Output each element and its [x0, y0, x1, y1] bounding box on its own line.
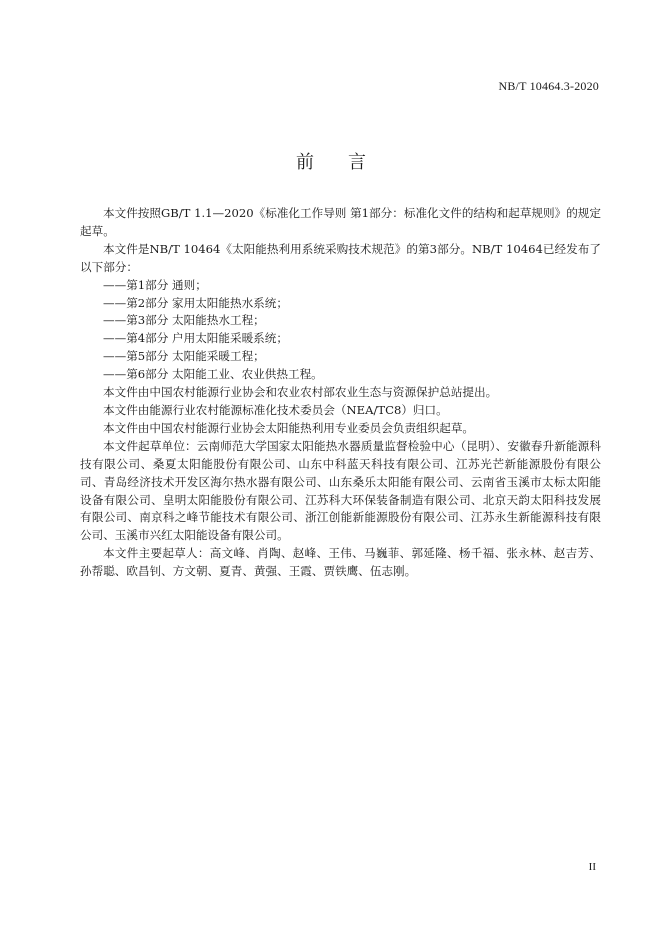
paragraph-drafting-units: 本文件起草单位：云南师范大学国家太阳能热水器质量监督检验中心（昆明）、安徽春升新能源科技有限公司、桑夏太阳能股份有限公司、山东中科蓝天科技有限公司、江苏光芒新能源股份有限公司、青岛经济技术开发区海尔热水器有限公司、山东桑乐太阳能有限公司、云南省玉溪市太标太阳能设备有限公司、皇明太阳能股份有限公司、江苏科大环保装备制造有限公司、北京天韵太阳科技发展有限公司、南京科之峰节能技术有限公司、浙江创能新能源股份有限公司、江苏永生新能源科技有限公司、玉溪市兴红太阳能设备有限公司。	[80, 438, 601, 543]
list-item-part-6: ——第6部分 太阳能工业、农业供热工程。	[103, 367, 323, 382]
foreword-body	[80, 205, 601, 581]
paragraph-proposed-by: 本文件由中国农村能源行业协会和农业农村部农业生态与资源保护总站提出。	[103, 385, 498, 400]
list-item-part-2: ——第2部分 家用太阳能热水系统；	[103, 295, 288, 310]
list-item-part-5: ——第5部分 太阳能采暖工程；	[103, 349, 265, 364]
list-item-part-1: ——第1部分 通则；	[103, 277, 207, 292]
standard-number: NB/T 10464.3-2020	[498, 79, 599, 93]
paragraph-series-parts: 本文件是NB/T 10464《太阳能热利用系统采购技术规范》的第3部分。NB/T 10464已经发布了以下部分：	[80, 241, 601, 274]
page-title: 前言	[296, 152, 400, 173]
paragraph-drafters: 本文件主要起草人：高文峰、肖陶、赵峰、王伟、马巍菲、郭延隆、杨千福、张永林、赵吉芳、孙帮聪、欧昌钊、方文朝、夏青、黄强、王霞、贾铁鹰、伍志刚。	[80, 546, 601, 579]
list-item-part-4: ——第4部分 户用太阳能采暖系统；	[103, 331, 288, 346]
paragraph-drafting-rules: 本文件按照GB/T 1.1—2020《标准化工作导则 第1部分：标准化文件的结构和起草规则》的规定起草。	[80, 206, 601, 238]
paragraph-organized-by: 本文件由中国农村能源行业协会太阳能热利用专业委员会负责组织起草。	[103, 420, 475, 435]
page-number: II	[588, 861, 596, 873]
paragraph-managed-by: 本文件由能源行业农村能源标准化技术委员会（NEA/TC8）归口。	[103, 402, 448, 417]
list-item-part-3: ——第3部分 太阳能热水工程；	[103, 313, 265, 328]
